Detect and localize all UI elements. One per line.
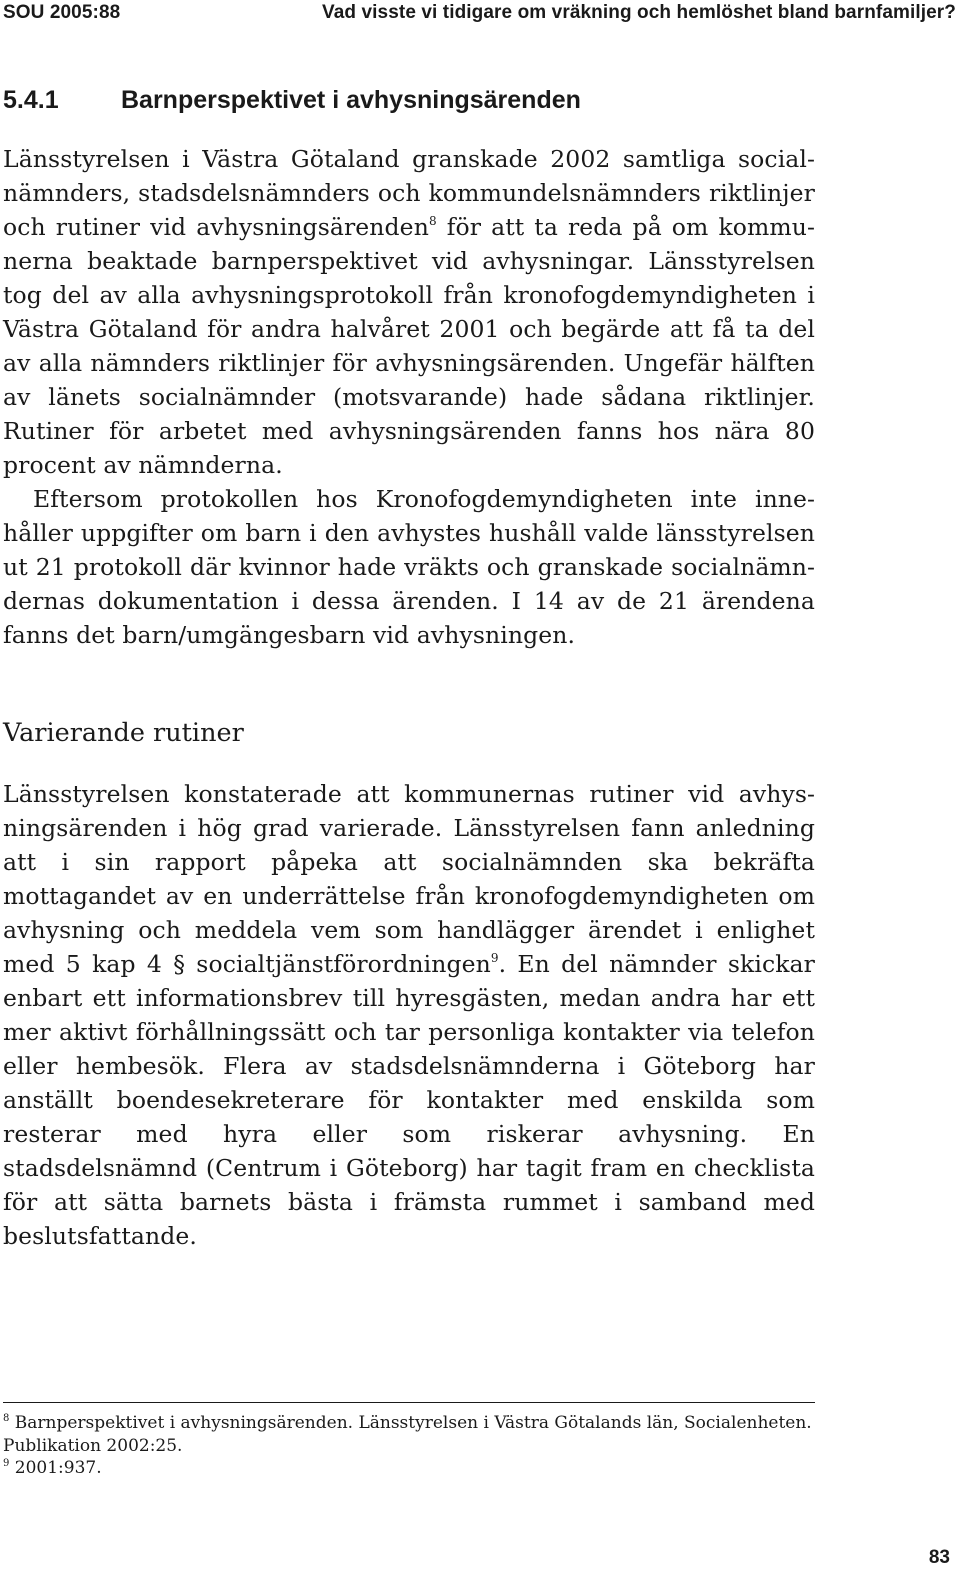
footnote-9 [3,1457,833,1480]
footnote-text: Publikation 2002:25. [3,1435,183,1456]
paragraph-routines [3,777,815,1253]
subsection-heading: Varierande rutiner [3,718,244,748]
footnote-text: 2001:937. [14,1458,102,1478]
paragraph-protocols: Eftersom protokollen hos Kronofogdemyndigheten inte innehåller uppgifter om barn i den avhystes hushåll valde länsstyrelsen ut 21 protokoll där kvinnor hade vräkts och granskade socialnämndernas dokumentation i dessa ärenden. I 14 av de 21 ärendena fanns det barn/umgängesbarn vid avhysningen. [3,485,815,649]
report-id: SOU 2005:88 [3,2,121,23]
paragraph-intro [3,142,815,482]
footnote-divider [3,1402,815,1403]
paragraph-text: för att ta reda på om kommunerna beaktade barnperspektivet vid avhysningar. Länsstyrelsen tog del av alla avhysningsprotokoll från kronofogdemyndigheten i Västra Götaland för andra halvåret 2001 och begärde att få ta del av alla nämnders riktlinjer för avhysningsärenden. Ungefär hälften av länets socialnämnder (motsvarande) hade sådana riktlinjer. Rutiner för arbetet med avhysningsärenden fanns hos nära 80 procent av nämnderna. [3,213,815,479]
section-heading [3,86,581,115]
footnote-ref-8[interactable]: 8 [428,214,437,228]
page-number: 83 [928,1547,950,1568]
footnote-number: 9 [3,1458,10,1469]
running-header [3,2,956,28]
paragraph-text: Länsstyrelsen i Västra Götaland granskade 2002 samtliga socialnämnders, stadsdelsnämnders och kommundelsnämnders riktlinjer och rutiner vid avhysningsärenden [3,145,815,241]
paragraph-text: Länsstyrelsen konstaterade att kommunernas rutiner vid avhysningsärenden i hög grad varierade. Länsstyrelsen fann anledning att i sin rapport påpeka att socialnämnden ska bekräfta mottagandet av en underrättelse från kronofogdemyndigheten om avhysning och meddela vem som handlägger ärendet i enlighet med 5 kap 4 § socialtjänstförordningen [3,780,815,978]
section-title: Barnperspektivet i avhysningsärenden [121,86,581,114]
footnote-number: 8 [3,1413,10,1424]
footnote-8 [3,1412,833,1457]
footnotes [3,1412,833,1480]
chapter-title: Vad visste vi tidigare om vräkning och hemlöshet bland barnfamiljer? [322,2,956,23]
footnote-text: Barnperspektivet i avhysningsärenden. Länsstyrelsen i Västra Götalands län, Socialenheten. [14,1413,812,1433]
paragraph-text: . En del nämnder skickar enbart ett informationsbrev till hyresgästen, medan andra har ett mer aktivt förhållningssätt och tar personliga kontakter via telefon eller hembesök. Flera av stadsdelsnämnderna i Göteborg har anställt boendesekreterare för kontakter med enskilda som resterar med hyra eller som riskerar avhysning. En stadsdelsnämnd (Centrum i Göteborg) har tagit fram en checklista för att sätta barnets bästa i främsta rummet i samband med beslutsfattande. [3,950,816,1250]
section-number: 5.4.1 [3,86,59,114]
footnote-ref-9[interactable]: 9 [490,951,499,965]
